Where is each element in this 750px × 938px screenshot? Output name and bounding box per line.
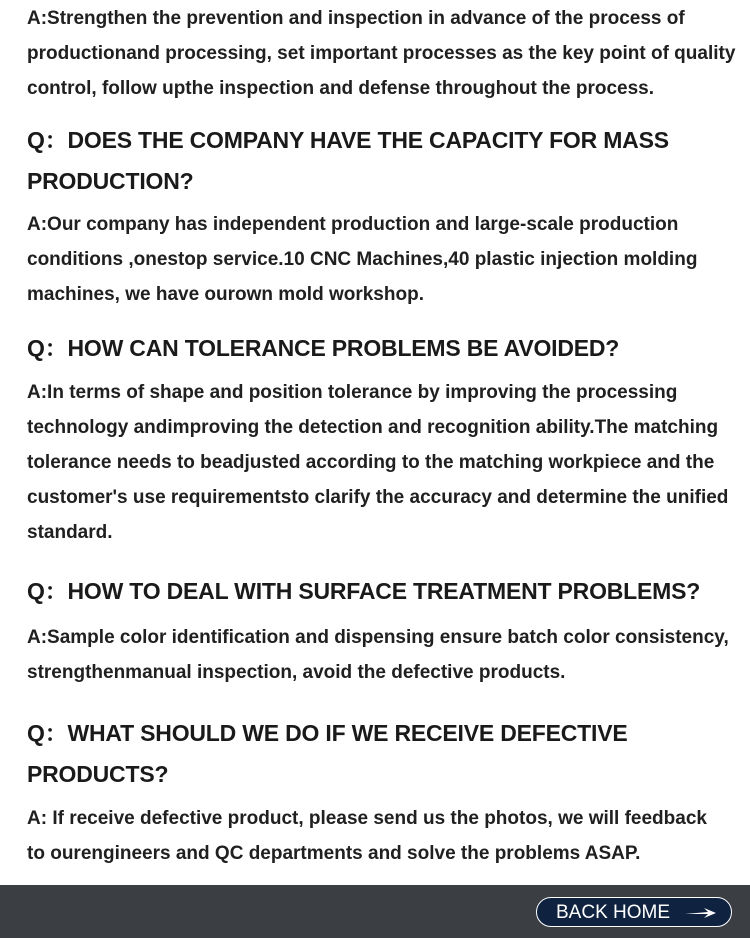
back-home-button[interactable]	[536, 897, 732, 927]
arrow-right-icon	[684, 907, 717, 919]
back-home-label: BACK HOME	[556, 902, 671, 923]
footer-bar	[0, 885, 750, 938]
faq-question-4: Q：WHAT SHOULD WE DO IF WE RECEIVE DEFECTIVE PRODUCTS?	[27, 720, 628, 787]
faq-question-3: Q：HOW TO DEAL WITH SURFACE TREATMENT PROBLEMS?	[27, 578, 701, 604]
faq-question-2: Q：HOW CAN TOLERANCE PROBLEMS BE AVOIDED?	[27, 335, 620, 361]
faq-answer-5: A: If receive defective product, please send us the photos, we will feedback to ourengineers and QC departments and solve the problems ASAP.	[27, 808, 707, 864]
faq-answer-3: A:In terms of shape and position tolerance by improving the processing technology andimproving the detection and recognition ability.The matching tolerance needs to beadjusted according to the matching workpiece and the customer's use requirementsto clarify the accuracy and determine the unified standard.	[27, 382, 729, 543]
faq-answer-1: A:Strengthen the prevention and inspection in advance of the process of productionand processing, set important processes as the key point of quality control, follow upthe inspection and defense throughout the process.	[27, 8, 736, 99]
faq-question-1: Q：DOES THE COMPANY HAVE THE CAPACITY FOR MASS PRODUCTION?	[27, 127, 669, 194]
faq-answer-4: A:Sample color identification and dispensing ensure batch color consistency, strengthenmanual inspection, avoid the defective products.	[27, 627, 729, 683]
faq-answer-2: A:Our company has independent production and large-scale production conditions ,onestop service.10 CNC Machines,40 plastic injection molding machines, we have ourown mold workshop.	[27, 214, 698, 305]
